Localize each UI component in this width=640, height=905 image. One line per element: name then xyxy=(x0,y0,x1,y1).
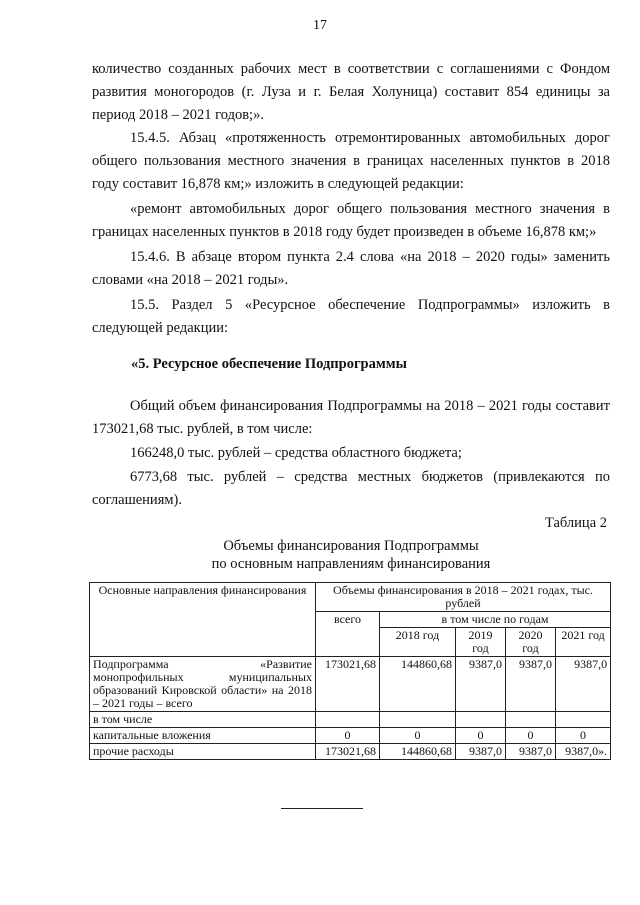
paragraph-4: 15.4.6. В абзаце втором пункта 2.4 слова «на 2018 – 2020 годы» заменить словами «на 2018 – 2021 годы». xyxy=(92,249,610,288)
table-row xyxy=(90,744,611,760)
paragraph-6: Общий объем финансирования Подпрограммы на 2018 – 2021 годы составит 173021,68 тыс. рублей, в том числе: xyxy=(92,398,610,437)
header-volumes: Объемы финансирования в 2018 – 2021 годах, тыс. рублей xyxy=(316,583,611,612)
page-number: 17 xyxy=(313,18,327,33)
header-year-2018: 2018 год xyxy=(380,628,456,657)
cell-2021 xyxy=(556,712,611,728)
table-header-row-1 xyxy=(90,583,611,612)
table-row xyxy=(90,712,611,728)
cell-total xyxy=(316,712,380,728)
row-name: в том числе xyxy=(90,712,316,728)
paragraph-3: «ремонт автомобильных дорог общего пользования местного значения в границах населенных пунктов в 2018 году будет произведен в объеме 16,878 км;» xyxy=(92,201,610,240)
paragraph-2: 15.4.5. Абзац «протяженность отремонтированных автомобильных дорог общего пользования местного значения в границах населенных пунктов в 2018 году составит 16,878 км;» изложить в следующей редакции: xyxy=(92,130,610,192)
cell-total: 173021,68 xyxy=(316,744,380,760)
cell-2019: 9387,0 xyxy=(456,657,506,712)
table-row xyxy=(90,657,611,712)
section-heading: «5. Ресурсное обеспечение Подпрограммы xyxy=(131,356,407,372)
cell-2019: 0 xyxy=(456,728,506,744)
row-name: прочие расходы xyxy=(90,744,316,760)
cell-2018: 144860,68 xyxy=(380,657,456,712)
cell-total: 0 xyxy=(316,728,380,744)
header-total: всего xyxy=(316,612,380,657)
cell-2020: 9387,0 xyxy=(506,744,556,760)
paragraph-5: 15.5. Раздел 5 «Ресурсное обеспечение Подпрограммы» изложить в следующей редакции: xyxy=(92,297,610,336)
table-title xyxy=(92,537,610,573)
cell-2020: 0 xyxy=(506,728,556,744)
cell-2020: 9387,0 xyxy=(506,657,556,712)
cell-2021: 0 xyxy=(556,728,611,744)
footer-rule xyxy=(281,808,363,809)
header-year-2021: 2021 год xyxy=(556,628,611,657)
header-year-2019: 2019 год xyxy=(456,628,506,657)
row-name: Подпрограмма «Развитие монопрофильных муниципальных образований Кировской области» на 2018 – 2021 годы – всего xyxy=(90,657,316,712)
paragraph-1: количество созданных рабочих мест в соответствии с соглашениями с Фондом развития моногородов (г. Луза и г. Белая Холуница) составит 854 единицы за период 2018 – 2021 годов;». xyxy=(92,61,610,123)
cell-total: 173021,68 xyxy=(316,657,380,712)
table-title-line-1: Объемы финансирования Подпрограммы xyxy=(223,538,479,554)
header-direction: Основные направления финансирования xyxy=(90,583,316,657)
cell-2018 xyxy=(380,712,456,728)
cell-2020 xyxy=(506,712,556,728)
cell-2018: 144860,68 xyxy=(380,744,456,760)
table-title-line-2: по основным направлениям финансирования xyxy=(211,556,491,572)
paragraph-8: 6773,68 тыс. рублей – средства местных бюджетов (привлекаются по соглашениям). xyxy=(92,469,610,508)
cell-2019: 9387,0 xyxy=(456,744,506,760)
table-row xyxy=(90,728,611,744)
header-year-2020: 2020 год xyxy=(506,628,556,657)
cell-2019 xyxy=(456,712,506,728)
cell-2018: 0 xyxy=(380,728,456,744)
cell-2021: 9387,0 xyxy=(556,657,611,712)
paragraph-7: 166248,0 тыс. рублей – средства областного бюджета; xyxy=(130,445,462,461)
header-by-years: в том числе по годам xyxy=(380,612,611,628)
financing-table xyxy=(89,582,611,760)
table-label: Таблица 2 xyxy=(544,515,607,531)
cell-2021: 9387,0». xyxy=(556,744,611,760)
row-name: капитальные вложения xyxy=(90,728,316,744)
